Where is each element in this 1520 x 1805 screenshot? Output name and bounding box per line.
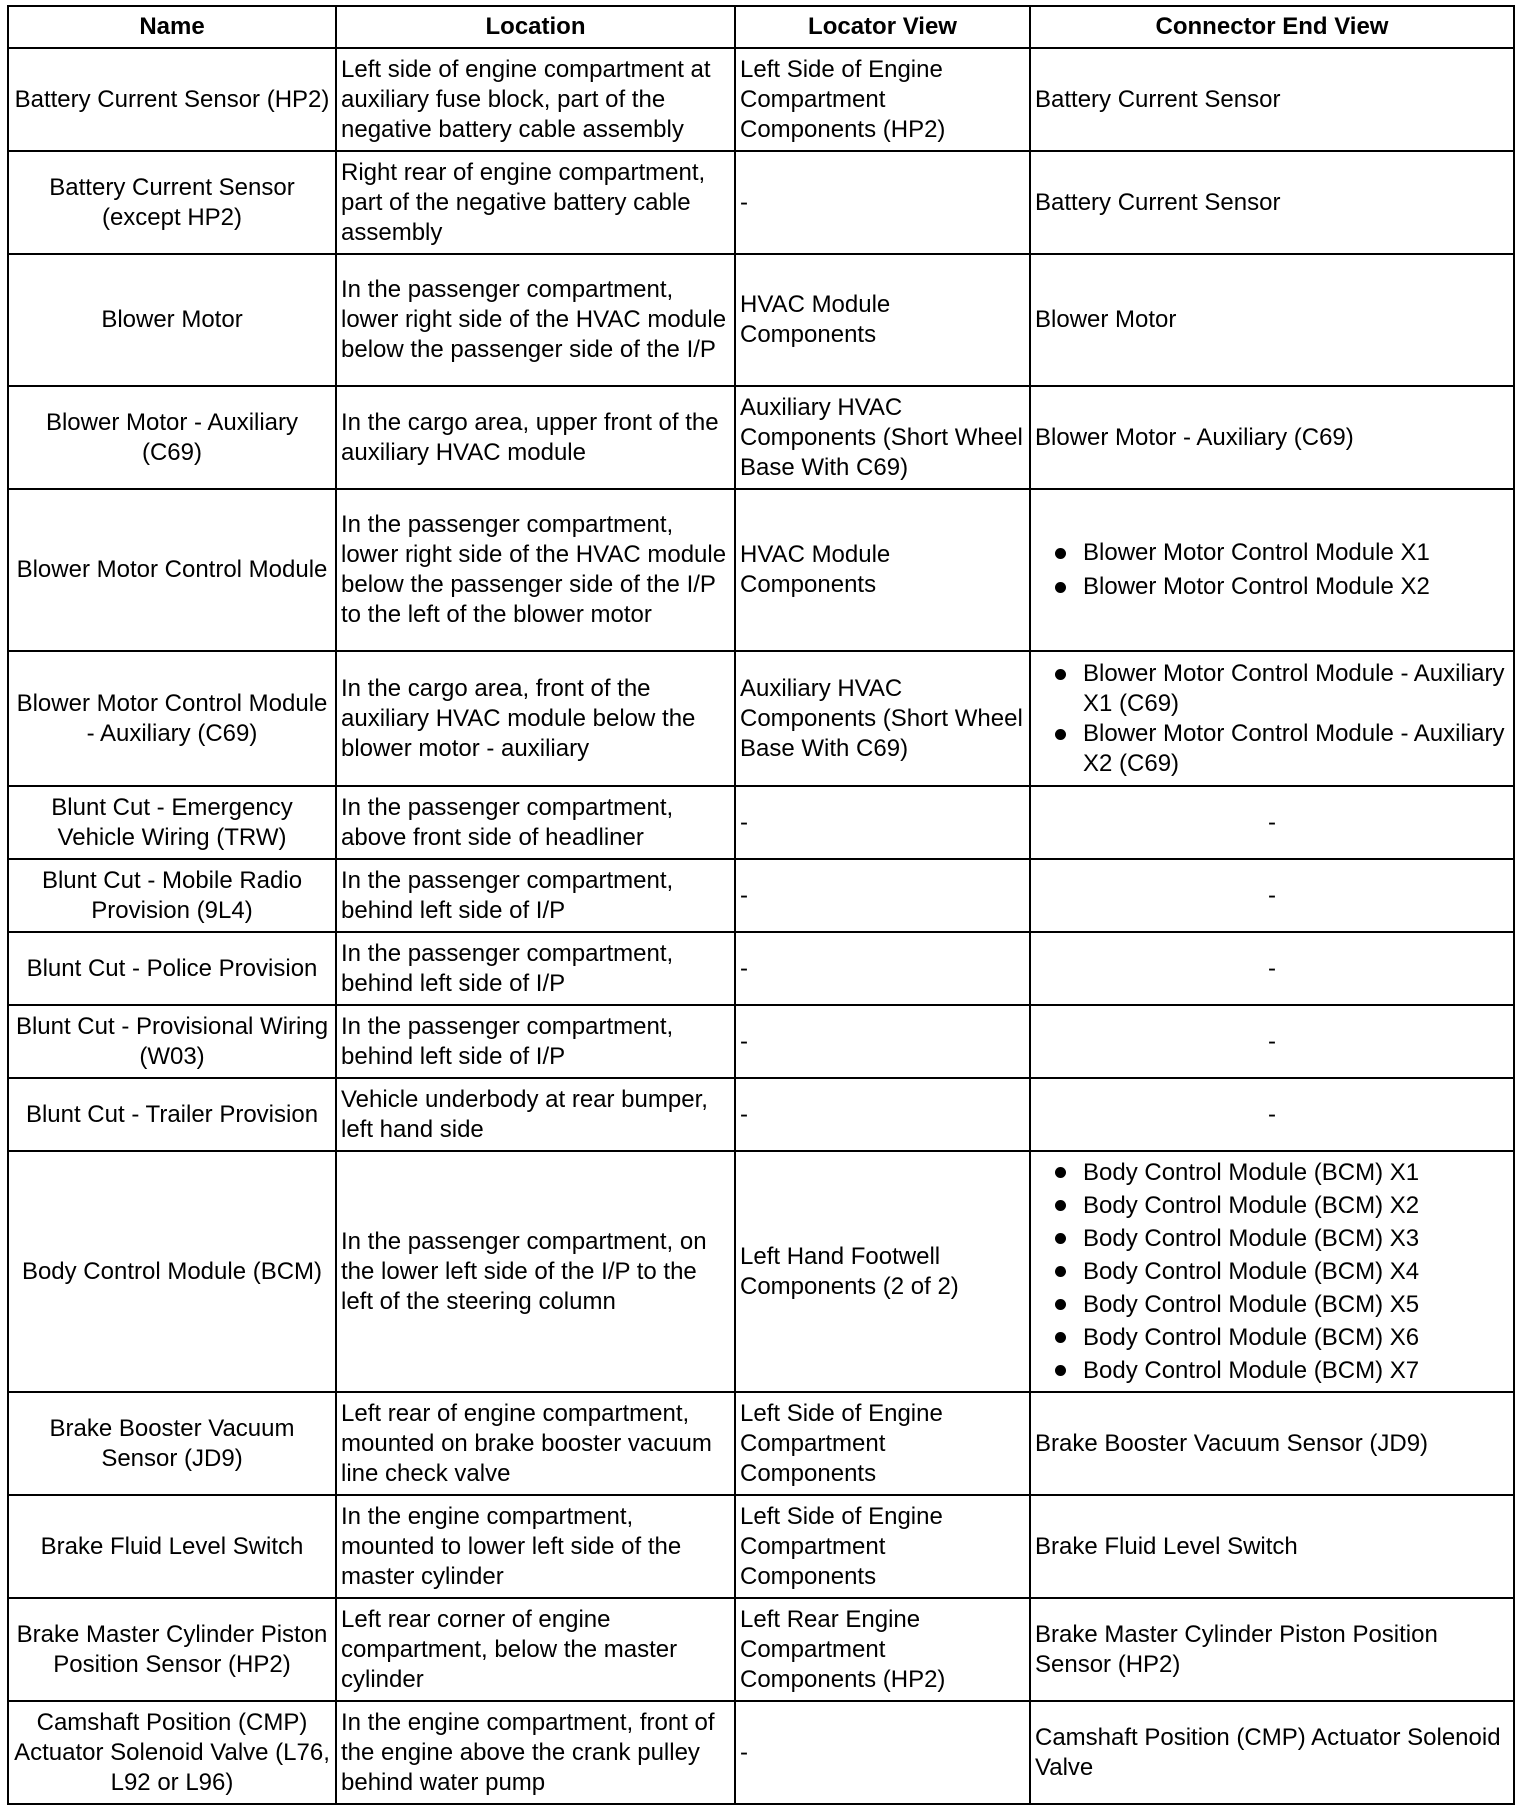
cell-connector-end-view: Battery Current Sensor: [1030, 48, 1514, 151]
table-row: [8, 1151, 1514, 1392]
cell-connector-end-view: Brake Fluid Level Switch: [1030, 1495, 1514, 1598]
cell-name: Blower Motor Control Module - Auxiliary (C69): [8, 651, 336, 786]
cell-locator-view: -: [735, 1701, 1030, 1804]
cell-location: Vehicle underbody at rear bumper, left hand side: [336, 1078, 735, 1151]
header-connector-end-view: Connector End View: [1030, 6, 1514, 48]
cell-locator-view: Auxiliary HVAC Components (Short Wheel Base With C69): [735, 386, 1030, 489]
cell-locator-view: HVAC Module Components: [735, 254, 1030, 386]
cell-location: Right rear of engine compartment, part of the negative battery cable assembly: [336, 151, 735, 254]
connector-list-item: Body Control Module (BCM) X6: [1035, 1321, 1509, 1354]
cell-connector-end-view: -: [1030, 786, 1514, 859]
cell-connector-end-view: Brake Booster Vacuum Sensor (JD9): [1030, 1392, 1514, 1495]
table-row: [8, 1598, 1514, 1701]
table-row: [8, 932, 1514, 1005]
cell-locator-view: Auxiliary HVAC Components (Short Wheel Base With C69): [735, 651, 1030, 786]
cell-connector-end-view: Blower Motor - Auxiliary (C69): [1030, 386, 1514, 489]
header-locator-view: Locator View: [735, 6, 1030, 48]
cell-connector-end-view: -: [1030, 932, 1514, 1005]
table-row: [8, 786, 1514, 859]
table-row: [8, 859, 1514, 932]
cell-locator-view: -: [735, 1005, 1030, 1078]
connector-list-item: Body Control Module (BCM) X7: [1035, 1354, 1509, 1387]
cell-name: Battery Current Sensor (HP2): [8, 48, 336, 151]
cell-name: Brake Booster Vacuum Sensor (JD9): [8, 1392, 336, 1495]
cell-name: Blower Motor Control Module: [8, 489, 336, 651]
table-row: [8, 1005, 1514, 1078]
table-row: [8, 151, 1514, 254]
connector-list: [1035, 659, 1509, 779]
cell-name: Body Control Module (BCM): [8, 1151, 336, 1392]
cell-name: Blunt Cut - Trailer Provision: [8, 1078, 336, 1151]
cell-locator-view: -: [735, 932, 1030, 1005]
cell-locator-view: Left Side of Engine Compartment Components: [735, 1495, 1030, 1598]
component-locator-table: [7, 5, 1515, 1805]
cell-locator-view: Left Side of Engine Compartment Components: [735, 1392, 1030, 1495]
cell-locator-view: Left Rear Engine Compartment Components (HP2): [735, 1598, 1030, 1701]
cell-name: Blunt Cut - Emergency Vehicle Wiring (TRW): [8, 786, 336, 859]
connector-list: [1035, 1156, 1509, 1387]
connector-list: [1035, 538, 1509, 602]
cell-connector-end-view: Battery Current Sensor: [1030, 151, 1514, 254]
cell-location: In the engine compartment, front of the engine above the crank pulley behind water pump: [336, 1701, 735, 1804]
cell-locator-view: Left Side of Engine Compartment Components (HP2): [735, 48, 1030, 151]
cell-name: Blunt Cut - Police Provision: [8, 932, 336, 1005]
cell-location: In the cargo area, upper front of the auxiliary HVAC module: [336, 386, 735, 489]
table-row: [8, 1495, 1514, 1598]
cell-location: Left rear corner of engine compartment, below the master cylinder: [336, 1598, 735, 1701]
cell-name: Blower Motor: [8, 254, 336, 386]
connector-list-item: Body Control Module (BCM) X3: [1035, 1222, 1509, 1255]
table-row: [8, 254, 1514, 386]
cell-location: Left rear of engine compartment, mounted on brake booster vacuum line check valve: [336, 1392, 735, 1495]
cell-connector-end-view: [1030, 1151, 1514, 1392]
cell-location: Left side of engine compartment at auxiliary fuse block, part of the negative battery cable assembly: [336, 48, 735, 151]
cell-name: Blower Motor - Auxiliary (C69): [8, 386, 336, 489]
cell-location: In the passenger compartment, lower right side of the HVAC module below the passenger side of the I/P: [336, 254, 735, 386]
table-row: [8, 1078, 1514, 1151]
table-row: [8, 489, 1514, 651]
connector-list-item: Body Control Module (BCM) X5: [1035, 1288, 1509, 1321]
cell-location: In the passenger compartment, behind left side of I/P: [336, 859, 735, 932]
connector-list-item: Body Control Module (BCM) X2: [1035, 1189, 1509, 1222]
cell-locator-view: Left Hand Footwell Components (2 of 2): [735, 1151, 1030, 1392]
cell-location: In the passenger compartment, lower right side of the HVAC module below the passenger side of the I/P to the left of the blower motor: [336, 489, 735, 651]
cell-connector-end-view: Brake Master Cylinder Piston Position Sensor (HP2): [1030, 1598, 1514, 1701]
table-row: [8, 386, 1514, 489]
cell-name: Brake Fluid Level Switch: [8, 1495, 336, 1598]
header-name: Name: [8, 6, 336, 48]
cell-connector-end-view: [1030, 651, 1514, 786]
cell-locator-view: -: [735, 859, 1030, 932]
table-row: [8, 48, 1514, 151]
cell-name: Battery Current Sensor (except HP2): [8, 151, 336, 254]
cell-connector-end-view: -: [1030, 1005, 1514, 1078]
cell-location: In the cargo area, front of the auxiliary HVAC module below the blower motor - auxiliary: [336, 651, 735, 786]
connector-list-item: Blower Motor Control Module - Auxiliary X1 (C69): [1035, 659, 1509, 719]
table-row: [8, 651, 1514, 786]
cell-connector-end-view: -: [1030, 1078, 1514, 1151]
cell-location: In the passenger compartment, above front side of headliner: [336, 786, 735, 859]
header-row: [8, 6, 1514, 48]
cell-location: In the passenger compartment, behind left side of I/P: [336, 1005, 735, 1078]
cell-location: In the passenger compartment, behind left side of I/P: [336, 932, 735, 1005]
cell-name: Blunt Cut - Provisional Wiring (W03): [8, 1005, 336, 1078]
table-row: [8, 1701, 1514, 1804]
connector-list-item: Blower Motor Control Module X2: [1035, 572, 1509, 602]
cell-location: In the passenger compartment, on the lower left side of the I/P to the left of the steering column: [336, 1151, 735, 1392]
table-row: [8, 1392, 1514, 1495]
cell-locator-view: HVAC Module Components: [735, 489, 1030, 651]
header-location: Location: [336, 6, 735, 48]
cell-connector-end-view: Blower Motor: [1030, 254, 1514, 386]
connector-list-item: Blower Motor Control Module X1: [1035, 538, 1509, 568]
cell-locator-view: -: [735, 786, 1030, 859]
cell-name: Camshaft Position (CMP) Actuator Solenoid Valve (L76, L92 or L96): [8, 1701, 336, 1804]
connector-list-item: Blower Motor Control Module - Auxiliary X2 (C69): [1035, 719, 1509, 779]
cell-connector-end-view: Camshaft Position (CMP) Actuator Solenoid Valve: [1030, 1701, 1514, 1804]
cell-name: Brake Master Cylinder Piston Position Sensor (HP2): [8, 1598, 336, 1701]
cell-connector-end-view: [1030, 489, 1514, 651]
cell-locator-view: -: [735, 151, 1030, 254]
cell-name: Blunt Cut - Mobile Radio Provision (9L4): [8, 859, 336, 932]
connector-list-item: Body Control Module (BCM) X1: [1035, 1156, 1509, 1189]
connector-list-item: Body Control Module (BCM) X4: [1035, 1255, 1509, 1288]
cell-locator-view: -: [735, 1078, 1030, 1151]
cell-connector-end-view: -: [1030, 859, 1514, 932]
cell-location: In the engine compartment, mounted to lower left side of the master cylinder: [336, 1495, 735, 1598]
